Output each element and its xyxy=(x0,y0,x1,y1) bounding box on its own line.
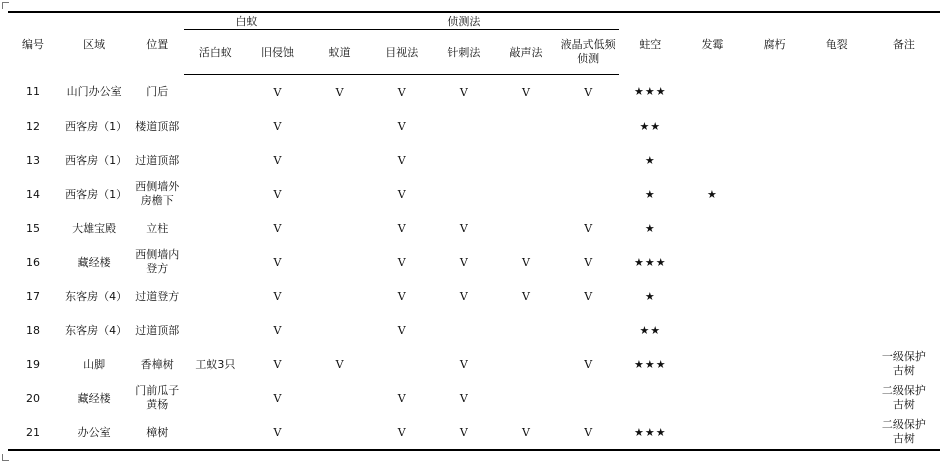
cell-tunnel xyxy=(309,143,371,177)
top-left-margin-mark xyxy=(2,2,9,9)
cell-knock: V xyxy=(522,85,530,99)
cell-visual xyxy=(371,347,433,381)
cell-position xyxy=(130,109,184,143)
cell-no: 16 xyxy=(26,255,41,269)
col-header-remark: 备注 xyxy=(868,12,940,75)
cell-live-termite xyxy=(184,313,246,347)
cell-crack xyxy=(806,245,868,279)
col-header-visual: 目视法 xyxy=(371,30,433,75)
table-row xyxy=(8,211,940,245)
cell-needle xyxy=(433,177,495,211)
cell-rot xyxy=(744,313,806,347)
col-header-lcd-label: 液晶式低频侦测 xyxy=(560,38,616,65)
cell-area-text: 藏经楼 xyxy=(77,255,111,269)
col-header-rot: 腐朽 xyxy=(744,12,806,75)
table-row xyxy=(8,279,940,313)
cell-lcd: V xyxy=(584,255,593,269)
col-header-tunnel: 蚁道 xyxy=(309,30,371,75)
cell-live-termite xyxy=(184,381,246,415)
cell-knock xyxy=(495,211,557,245)
cell-live-termite xyxy=(184,415,246,450)
table-row xyxy=(8,415,940,450)
cell-crack xyxy=(806,347,868,381)
cell-mold xyxy=(681,143,743,177)
cell-crack xyxy=(806,75,868,110)
cell-hollow: ★★ xyxy=(639,119,662,133)
cell-area xyxy=(58,347,130,381)
cell-tunnel: V xyxy=(335,85,344,99)
cell-live-termite xyxy=(184,109,246,143)
cell-lcd: V xyxy=(584,85,593,99)
cell-crack xyxy=(806,381,868,415)
cell-tunnel xyxy=(309,415,371,450)
col-header-mold: 发霉 xyxy=(681,12,743,75)
cell-visual: V xyxy=(397,187,406,201)
cell-remark xyxy=(868,143,940,177)
cell-tunnel xyxy=(309,381,371,415)
cell-lcd: V xyxy=(584,221,593,235)
table-row xyxy=(8,177,940,211)
cell-mold xyxy=(681,381,743,415)
cell-needle: V xyxy=(459,85,468,99)
cell-needle: V xyxy=(433,415,495,450)
cell-mold xyxy=(681,279,743,313)
cell-old-damage: V xyxy=(273,85,282,99)
col-header-crack: 龟裂 xyxy=(806,12,868,75)
cell-area-text: 山门办公室 xyxy=(66,85,122,99)
cell-remark xyxy=(868,211,940,245)
cell-area-text: 藏经楼 xyxy=(77,391,111,405)
cell-no: 17 xyxy=(26,289,41,303)
cell-position-text: 西侧墙内登方 xyxy=(135,248,180,275)
cell-knock xyxy=(495,109,557,143)
cell-lcd xyxy=(557,313,619,347)
cell-lcd xyxy=(557,381,619,415)
cell-hollow: ★★★ xyxy=(634,85,667,99)
cell-knock xyxy=(495,347,557,381)
cell-rot xyxy=(744,347,806,381)
cell-no: 13 xyxy=(26,153,41,167)
col-header-knock: 敲声法 xyxy=(495,30,557,75)
cell-old-damage: V xyxy=(273,357,282,371)
cell-position-text: 门前瓜子黄杨 xyxy=(135,384,180,411)
col-header-area: 区域 xyxy=(58,12,130,75)
cell-old-damage: V xyxy=(273,187,282,201)
cell-lcd: V xyxy=(584,289,593,303)
cell-tunnel xyxy=(309,279,371,313)
cell-visual: V xyxy=(397,221,406,235)
cell-tunnel: V xyxy=(335,357,344,371)
cell-hollow: ★★ xyxy=(639,323,662,337)
cell-crack xyxy=(806,415,868,450)
col-header-live-termite: 活白蚁 xyxy=(184,30,246,75)
cell-old-damage: V xyxy=(246,415,308,450)
cell-lcd: V xyxy=(584,357,593,371)
cell-needle xyxy=(433,313,495,347)
cell-visual: V xyxy=(397,289,406,303)
cell-rot xyxy=(744,381,806,415)
cell-hollow: ★★★ xyxy=(634,255,667,269)
cell-remark xyxy=(868,279,940,313)
cell-remark xyxy=(868,313,940,347)
cell-hollow: ★ xyxy=(644,289,656,303)
cell-live-termite: 工蚁3只 xyxy=(195,357,236,371)
cell-remark-text: 一级保护古树 xyxy=(881,350,926,377)
bottom-left-margin-mark xyxy=(2,454,9,461)
cell-live-termite xyxy=(184,279,246,313)
cell-old-damage: V xyxy=(273,323,282,337)
cell-mold: ★ xyxy=(707,187,718,201)
cell-needle xyxy=(433,143,495,177)
cell-no: 18 xyxy=(26,323,41,337)
cell-mold xyxy=(681,347,743,381)
cell-hollow: ★ xyxy=(644,221,656,235)
cell-no: 12 xyxy=(26,119,41,133)
cell-hollow: ★ xyxy=(644,187,656,201)
cell-position xyxy=(130,177,184,211)
col-group-termite: 白蚁 xyxy=(184,12,308,30)
table-row xyxy=(8,75,940,110)
cell-position-text: 过道登方 xyxy=(135,289,180,303)
cell-area-text: 山脚 xyxy=(83,357,106,371)
cell-remark xyxy=(868,177,940,211)
cell-position-text: 立柱 xyxy=(146,221,169,235)
cell-position-text: 西侧墙外房檐下 xyxy=(135,180,180,207)
cell-visual: V xyxy=(397,119,406,133)
cell-visual: V xyxy=(371,415,433,450)
table-row xyxy=(8,313,940,347)
cell-old-damage: V xyxy=(273,391,282,405)
cell-remark-text: 二级保护古树 xyxy=(881,384,926,411)
cell-live-termite xyxy=(184,75,246,110)
cell-mold xyxy=(681,313,743,347)
cell-crack xyxy=(806,313,868,347)
cell-position xyxy=(130,381,184,415)
cell-remark xyxy=(868,75,940,110)
cell-area xyxy=(58,381,130,415)
cell-crack xyxy=(806,279,868,313)
cell-position xyxy=(130,211,184,245)
table-row xyxy=(8,347,940,381)
cell-knock: V xyxy=(495,415,557,450)
cell-position-text: 楼道顶部 xyxy=(135,119,180,133)
cell-live-termite xyxy=(184,177,246,211)
cell-lcd: V xyxy=(557,415,619,450)
cell-knock: V xyxy=(522,289,530,303)
cell-position xyxy=(130,245,184,279)
cell-no: 11 xyxy=(26,85,41,99)
cell-visual: V xyxy=(397,255,406,269)
col-group-detection: 侦测法 xyxy=(309,12,620,30)
cell-tunnel xyxy=(309,245,371,279)
cell-position xyxy=(130,279,184,313)
table-row xyxy=(8,245,940,279)
cell-position xyxy=(130,143,184,177)
col-header-old-damage: 旧侵蚀 xyxy=(246,30,308,75)
cell-no: 21 xyxy=(8,415,58,450)
cell-live-termite xyxy=(184,245,246,279)
cell-needle: V xyxy=(459,255,468,269)
cell-mold xyxy=(681,415,743,450)
cell-area xyxy=(58,211,130,245)
cell-rot xyxy=(744,75,806,110)
col-header-lcd xyxy=(557,30,619,75)
cell-position-text: 过道顶部 xyxy=(135,153,180,167)
cell-mold xyxy=(681,75,743,110)
cell-hollow: ★ xyxy=(644,153,656,167)
table-body xyxy=(8,75,940,451)
cell-lcd xyxy=(557,177,619,211)
cell-knock xyxy=(495,177,557,211)
cell-position-text: 樟树 xyxy=(146,425,169,439)
cell-crack xyxy=(806,211,868,245)
cell-mold xyxy=(681,211,743,245)
cell-no: 19 xyxy=(26,357,41,371)
cell-remark xyxy=(868,381,940,415)
cell-remark xyxy=(868,415,940,450)
col-header-no: 编号 xyxy=(8,12,58,75)
termite-inspection-table xyxy=(8,11,940,451)
cell-no: 20 xyxy=(26,391,41,405)
cell-lcd xyxy=(557,109,619,143)
cell-rot xyxy=(744,109,806,143)
cell-position-text: 过道顶部 xyxy=(135,323,180,337)
cell-rot xyxy=(744,143,806,177)
cell-area-text: 西客房（1） xyxy=(65,187,128,201)
cell-lcd xyxy=(557,143,619,177)
cell-area xyxy=(58,415,130,450)
cell-area xyxy=(58,143,130,177)
cell-needle xyxy=(433,109,495,143)
cell-remark xyxy=(868,245,940,279)
cell-hollow xyxy=(619,381,681,415)
cell-remark xyxy=(868,109,940,143)
cell-rot xyxy=(744,177,806,211)
cell-area xyxy=(58,313,130,347)
cell-area-text: 西客房（1） xyxy=(65,119,128,133)
cell-position-text: 门后 xyxy=(146,85,169,99)
cell-mold xyxy=(681,245,743,279)
cell-knock: V xyxy=(522,255,530,269)
cell-position xyxy=(130,415,184,450)
cell-area xyxy=(58,245,130,279)
cell-rot xyxy=(744,279,806,313)
cell-old-damage: V xyxy=(273,119,282,133)
cell-rot xyxy=(744,415,806,450)
cell-visual: V xyxy=(397,323,406,337)
cell-needle: V xyxy=(459,357,468,371)
cell-tunnel xyxy=(309,109,371,143)
cell-live-termite xyxy=(184,211,246,245)
cell-area-text: 东客房（4） xyxy=(65,289,128,303)
cell-knock xyxy=(495,313,557,347)
table-row xyxy=(8,381,940,415)
header-row-1 xyxy=(8,12,940,30)
cell-position xyxy=(130,313,184,347)
cell-area-text: 办公室 xyxy=(77,425,111,439)
cell-area-text: 西客房（1） xyxy=(65,153,128,167)
cell-hollow: ★★★ xyxy=(619,415,681,450)
cell-visual: V xyxy=(397,85,406,99)
cell-mold xyxy=(681,109,743,143)
cell-tunnel xyxy=(309,211,371,245)
cell-area xyxy=(58,75,130,110)
cell-knock xyxy=(495,143,557,177)
cell-needle: V xyxy=(459,289,468,303)
table-row xyxy=(8,143,940,177)
cell-live-termite xyxy=(184,143,246,177)
cell-tunnel xyxy=(309,313,371,347)
cell-position xyxy=(130,347,184,381)
cell-old-damage: V xyxy=(273,153,282,167)
cell-no: 14 xyxy=(26,187,41,201)
cell-visual: V xyxy=(397,391,406,405)
table-row xyxy=(8,109,940,143)
cell-area-text: 东客房（4） xyxy=(65,323,128,337)
cell-position-text: 香樟树 xyxy=(140,357,174,371)
col-header-hollow: 蛀空 xyxy=(619,12,681,75)
cell-area xyxy=(58,109,130,143)
cell-old-damage: V xyxy=(273,221,282,235)
cell-rot xyxy=(744,245,806,279)
cell-knock xyxy=(495,381,557,415)
cell-crack xyxy=(806,109,868,143)
col-header-position: 位置 xyxy=(130,12,184,75)
cell-remark-text: 二级保护古树 xyxy=(881,418,926,445)
cell-crack xyxy=(806,143,868,177)
cell-area xyxy=(58,177,130,211)
col-header-needle: 针刺法 xyxy=(433,30,495,75)
cell-position xyxy=(130,75,184,110)
cell-hollow: ★★★ xyxy=(634,357,667,371)
cell-no: 15 xyxy=(26,221,41,235)
cell-tunnel xyxy=(309,177,371,211)
cell-old-damage: V xyxy=(273,255,282,269)
cell-old-damage: V xyxy=(273,289,282,303)
cell-visual: V xyxy=(397,153,406,167)
cell-area-text: 大雄宝殿 xyxy=(72,221,117,235)
cell-remark xyxy=(868,347,940,381)
cell-rot xyxy=(744,211,806,245)
cell-needle: V xyxy=(459,391,468,405)
cell-area xyxy=(58,279,130,313)
cell-needle: V xyxy=(459,221,468,235)
cell-crack xyxy=(806,177,868,211)
